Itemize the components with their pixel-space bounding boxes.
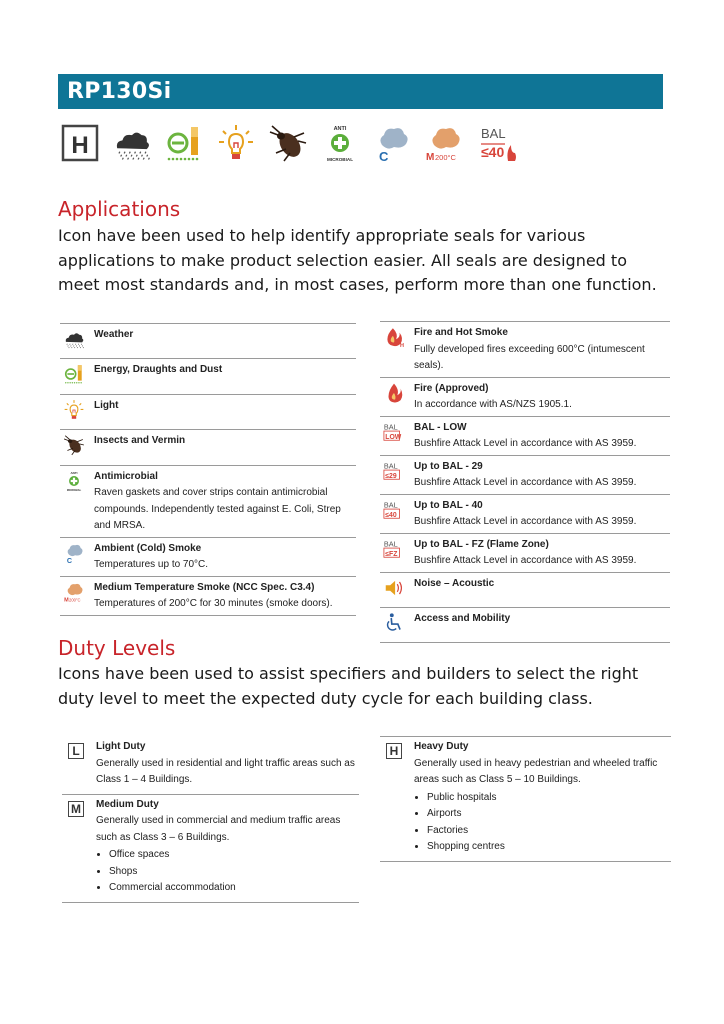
application-description: Temperatures up to 70°C.	[94, 559, 209, 571]
svg-text:MICROBIAL: MICROBIAL	[66, 488, 82, 492]
duty-text	[90, 739, 359, 789]
application-row	[380, 378, 670, 417]
application-text	[408, 378, 572, 414]
application-description: In accordance with AS/NZS 1905.1.	[414, 399, 572, 410]
application-text	[408, 534, 636, 570]
svg-text:ANTI: ANTI	[333, 126, 347, 132]
svg-text:C: C	[66, 556, 73, 564]
bal-value-label: ≤40	[481, 144, 505, 160]
application-text	[88, 466, 356, 535]
application-description: Raven gaskets and cover strips contain antimicrobial compounds. Independently tested against E. Coli, Strep and MRSA.	[94, 487, 341, 532]
duty-table-left	[62, 737, 359, 903]
bal-icon-label: ≤FZ	[385, 550, 398, 558]
duty-table-right	[380, 736, 671, 862]
applications-text	[58, 224, 657, 298]
duty-title: Light Duty	[96, 741, 146, 752]
application-title: Weather	[94, 329, 134, 340]
medium-smoke-icon	[424, 123, 464, 163]
application-title: Access and Mobility	[414, 612, 511, 624]
application-text	[88, 577, 333, 613]
application-text	[408, 608, 510, 628]
weather-icon	[112, 123, 152, 163]
application-row	[380, 573, 670, 608]
h-duty-icon	[60, 123, 100, 163]
energy-icon	[60, 359, 88, 385]
duty-row	[62, 737, 359, 795]
application-text	[408, 573, 494, 593]
duty-bullet: • Shopping centres	[427, 839, 671, 856]
application-description: Bushfire Attack Level in accordance with AS 3959.	[414, 438, 637, 449]
medium-smoke-icon	[60, 577, 88, 603]
duty-level-icon: M	[68, 801, 84, 817]
application-description: Bushfire Attack Level in accordance with AS 3959.	[414, 555, 637, 566]
application-title: Fire (Approved)	[414, 382, 489, 394]
application-title: Antimicrobial	[94, 470, 158, 482]
application-title: Insects and Vermin	[94, 435, 186, 447]
duty-level-icon: H	[386, 743, 402, 759]
application-title: Fire and Hot Smoke	[414, 327, 508, 338]
duty-heading: Duty Levels	[58, 636, 176, 660]
svg-text:H: H	[400, 342, 405, 348]
application-row	[380, 456, 670, 495]
duty-bullet-list	[96, 847, 359, 897]
svg-text:C: C	[379, 149, 389, 163]
svg-text:BAL: BAL	[383, 499, 398, 509]
application-row	[380, 608, 670, 643]
application-description: Fully developed fires exceeding 600°C (intumescent seals).	[414, 343, 645, 371]
cold-smoke-icon	[372, 123, 412, 163]
duty-description: Generally used in heavy pedestrian and wheeled traffic areas such as Class 5 – 10 Buildings.	[414, 757, 658, 785]
duty-bullet: • Shops	[109, 864, 359, 881]
duty-bullet: • Factories	[427, 823, 671, 840]
svg-text:BAL: BAL	[383, 538, 398, 548]
applications-heading: Applications	[58, 197, 181, 221]
duty-text	[90, 797, 359, 897]
application-row	[380, 495, 670, 534]
application-row	[60, 577, 356, 616]
application-title: Up to BAL - 29	[414, 460, 483, 472]
insects-icon	[268, 123, 308, 163]
svg-text:200°C: 200°C	[69, 596, 81, 602]
bal-low-icon	[380, 417, 408, 443]
bal-29-icon	[380, 456, 408, 482]
fire-hot-smoke-icon	[380, 322, 408, 348]
bal-icon-label: LOW	[385, 433, 402, 441]
cold-smoke-icon	[60, 538, 88, 564]
bal-icon-label: ≤40	[385, 511, 397, 519]
application-text	[408, 495, 636, 531]
antimicrobial-icon	[320, 123, 360, 163]
application-text	[88, 538, 208, 574]
application-text	[88, 430, 185, 450]
svg-text:M: M	[64, 596, 69, 603]
application-title: Up to BAL - 40	[414, 499, 483, 511]
svg-text:BAL: BAL	[481, 126, 506, 141]
svg-text:ANTI: ANTI	[70, 470, 78, 475]
application-row	[60, 538, 356, 577]
applications-table-right	[380, 321, 670, 643]
antimicrobial-icon	[60, 466, 88, 492]
application-text	[408, 322, 670, 375]
application-row	[60, 359, 356, 394]
application-text	[88, 324, 133, 344]
application-title: BAL - LOW	[414, 421, 467, 433]
feature-icon-strip	[60, 122, 520, 164]
bal-40-icon	[380, 495, 408, 521]
product-title: RP130Si	[67, 79, 172, 104]
duty-text	[408, 739, 671, 856]
application-description: Temperatures of 200°C for 30 minutes (smoke doors).	[94, 598, 333, 610]
duty-description: Generally used in residential and light traffic areas such as Class 1 – 4 Buildings.	[96, 757, 355, 785]
svg-text:BAL: BAL	[383, 421, 398, 431]
application-title: Medium Temperature Smoke (NCC Spec. C3.4)	[94, 581, 315, 593]
weather-icon	[60, 324, 88, 350]
bal-40-icon	[476, 123, 520, 163]
duty-title: Heavy Duty	[414, 741, 469, 752]
application-text	[408, 456, 636, 492]
duty-row	[62, 795, 359, 903]
product-banner	[58, 74, 663, 109]
duty-bullet: • Office spaces	[109, 847, 359, 864]
energy-icon	[164, 123, 204, 163]
application-row	[60, 430, 356, 465]
applications-line: Icon have been used to help identify appropriate seals for various	[58, 226, 586, 245]
applications-line: applications to make product selection easier. All seals are designed to	[58, 250, 627, 270]
svg-text:H: H	[71, 132, 89, 159]
application-title: Up to BAL - FZ (Flame Zone)	[414, 538, 549, 550]
application-title: Light	[94, 399, 119, 411]
application-title: Noise – Acoustic	[414, 577, 495, 589]
duty-line: duty level to meet the expected duty cycle for each building class.	[58, 688, 593, 708]
application-row	[60, 466, 356, 538]
application-row	[60, 395, 356, 430]
svg-text:MICROBIAL: MICROBIAL	[326, 157, 354, 162]
duty-level-icon: L	[68, 743, 84, 759]
application-text	[408, 417, 636, 453]
bal-icon-label: ≤29	[385, 472, 397, 480]
svg-text:200°C: 200°C	[435, 153, 456, 162]
duty-row	[380, 737, 671, 862]
application-row	[380, 417, 670, 456]
duty-bullet: • Public hospitals	[427, 790, 671, 807]
bal-fz-icon	[380, 534, 408, 560]
light-icon	[60, 395, 88, 421]
application-text	[88, 395, 118, 415]
application-row	[380, 534, 670, 573]
wheelchair-icon	[380, 608, 408, 634]
application-row	[60, 324, 356, 359]
svg-text:M: M	[426, 152, 435, 163]
fire-icon	[380, 378, 408, 404]
application-description: Bushfire Attack Level in accordance with AS 3959.	[414, 477, 637, 488]
duty-bullet: • Commercial accommodation	[109, 880, 359, 897]
application-title: Energy, Draughts and Dust	[94, 364, 223, 376]
light-icon	[216, 123, 256, 163]
duty-title: Medium Duty	[96, 798, 159, 810]
application-row	[380, 322, 670, 378]
application-description: Bushfire Attack Level in accordance with AS 3959.	[414, 516, 637, 527]
applications-table-left	[60, 323, 356, 616]
speaker-icon	[380, 573, 408, 599]
application-text	[88, 359, 222, 379]
svg-text:BAL: BAL	[383, 460, 398, 470]
duty-text	[58, 662, 638, 711]
duty-description: Generally used in commercial and medium traffic areas such as Class 3 – 6 Buildings.	[96, 815, 341, 843]
duty-bullet: • Airports	[427, 806, 671, 823]
duty-line: Icons have been used to assist specifiers and builders to select the right	[58, 664, 639, 683]
insects-icon	[60, 430, 88, 456]
duty-bullet-list	[414, 790, 671, 856]
applications-line: meet most standards and, in most cases, perform more than one function.	[58, 275, 657, 294]
application-title: Ambient (Cold) Smoke	[94, 542, 202, 554]
